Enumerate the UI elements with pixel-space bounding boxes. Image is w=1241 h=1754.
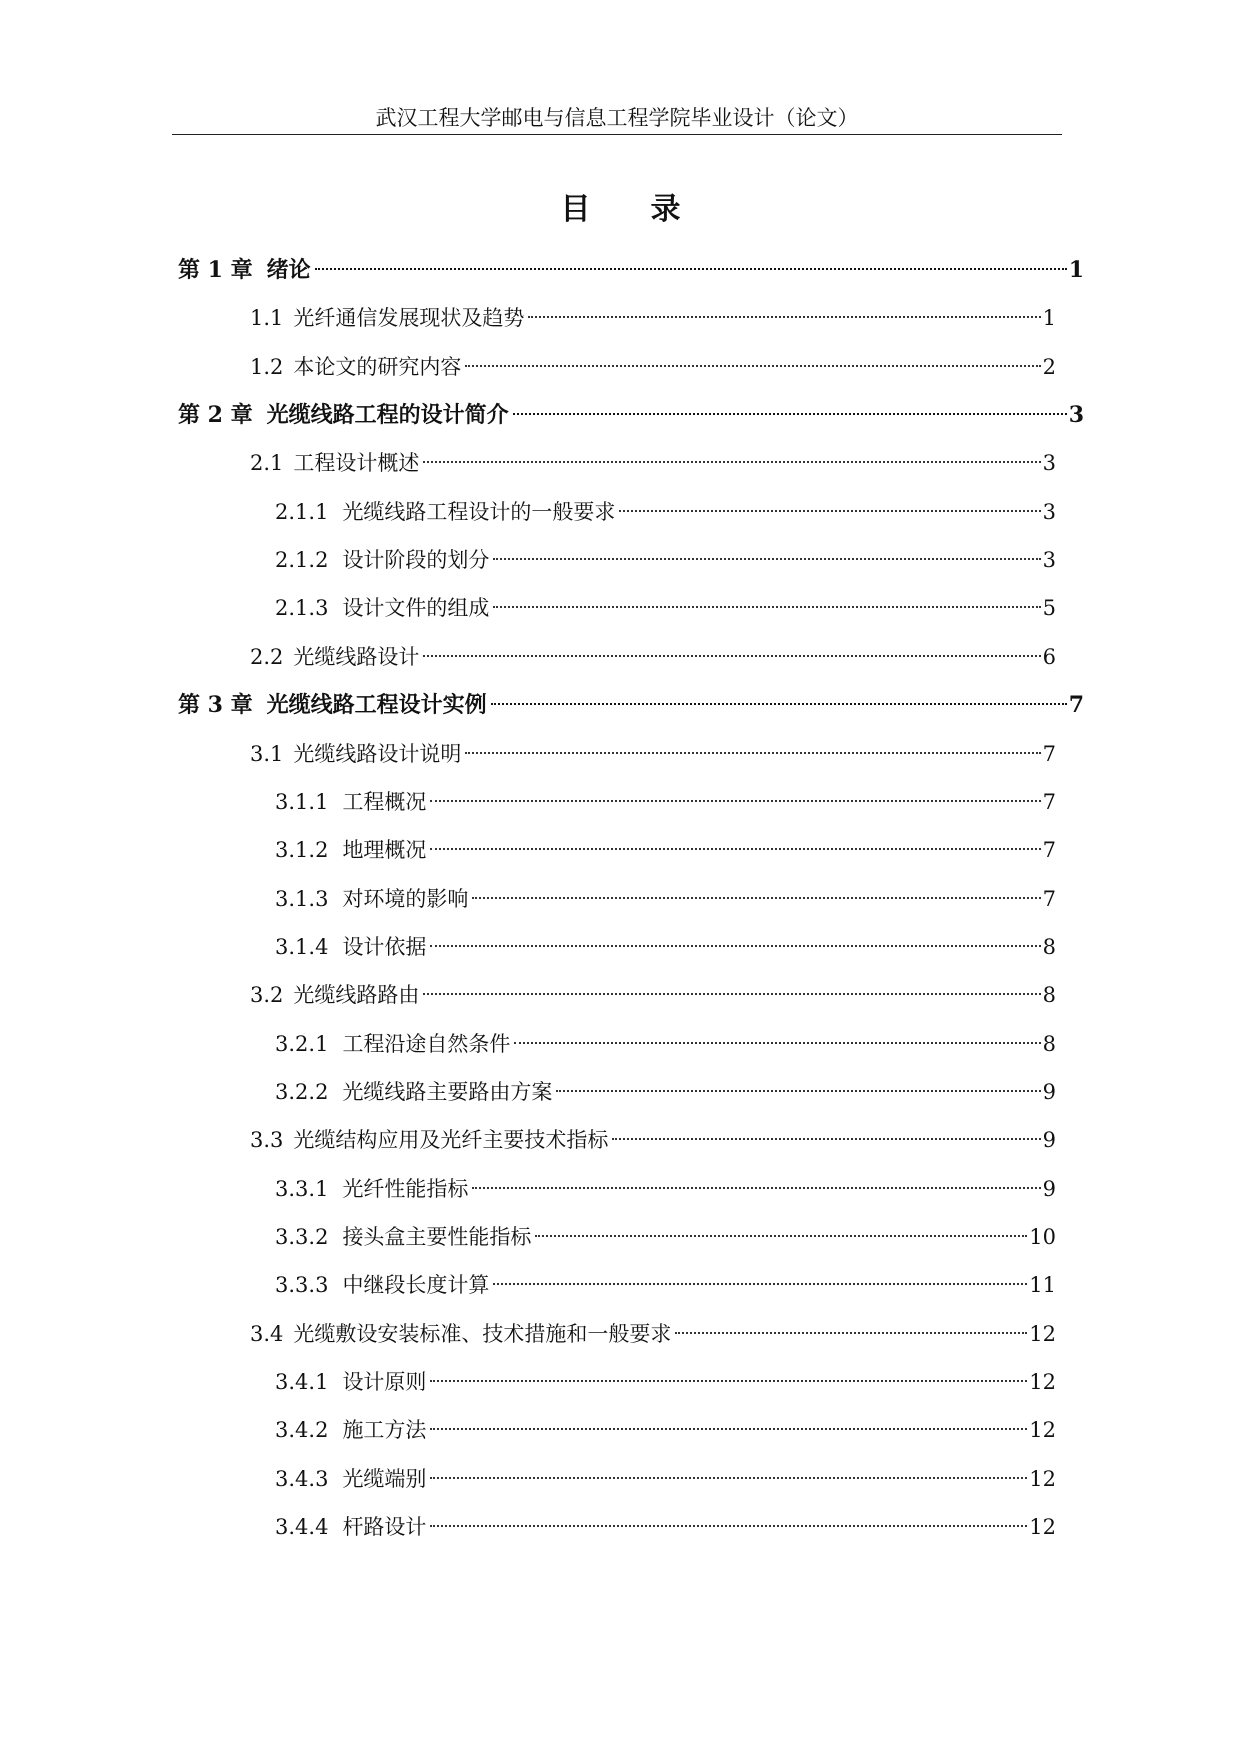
- toc-entry-page-number: 12: [1029, 1466, 1056, 1491]
- toc-section-entry[interactable]: [275, 1214, 1056, 1249]
- toc-entry-page-number: 5: [1042, 596, 1056, 621]
- toc-entry-number: 2.1: [250, 451, 284, 476]
- toc-section-entry[interactable]: [275, 1504, 1056, 1540]
- toc-dot-leader: [535, 1214, 1027, 1244]
- toc-entry-number: 第 3 章: [178, 692, 253, 719]
- toc-entry-title: 绪论: [266, 257, 311, 283]
- toc-entry-title: 光缆线路工程设计实例: [266, 692, 487, 719]
- toc-entry-title: 地理概况: [342, 838, 427, 863]
- toc-entry-page-number: 3: [1042, 499, 1056, 524]
- toc-section-entry[interactable]: [250, 731, 1056, 766]
- toc-entry-number: 3.2.2: [275, 1079, 329, 1104]
- toc-dot-leader: [493, 585, 1040, 615]
- toc-entry-number: 3.2: [250, 983, 284, 1008]
- toc-entry-page-number: 8: [1042, 934, 1056, 959]
- toc-section-entry[interactable]: [250, 1311, 1056, 1346]
- toc-entry-page-number: 7: [1042, 741, 1056, 766]
- toc-entry-page-number: 12: [1029, 1370, 1056, 1395]
- toc-entry-number: 3.1.2: [275, 838, 329, 863]
- toc-entry-title: 接头盒主要性能指标: [342, 1225, 532, 1249]
- toc-section-entry[interactable]: [275, 1359, 1056, 1395]
- toc-entry-title: 光缆线路设计: [293, 644, 420, 669]
- toc-dot-leader: [430, 779, 1040, 809]
- toc-section-entry[interactable]: [275, 1166, 1056, 1201]
- toc-chapter-entry[interactable]: [178, 682, 1084, 719]
- toc-section-entry[interactable]: [250, 972, 1056, 1008]
- toc-dot-leader: [528, 295, 1040, 325]
- toc-entry-number: 1.1: [250, 306, 284, 331]
- toc-section-entry[interactable]: [275, 489, 1056, 524]
- toc-entry-page-number: 7: [1042, 838, 1056, 863]
- toc-dot-leader: [675, 1311, 1027, 1341]
- toc-entry-page-number: 12: [1029, 1321, 1056, 1346]
- toc-entry-number: 3.1: [250, 741, 284, 766]
- toc-entry-number: 第 2 章: [178, 402, 253, 429]
- toc-dot-leader: [472, 1166, 1040, 1196]
- toc-section-entry[interactable]: [250, 440, 1056, 476]
- toc-dot-leader: [514, 1021, 1040, 1051]
- toc-entry-page-number: 8: [1042, 1031, 1056, 1056]
- toc-title: 目录: [560, 192, 741, 227]
- toc-section-entry[interactable]: [275, 827, 1056, 863]
- toc-entry-page-number: 10: [1029, 1225, 1056, 1249]
- toc-dot-leader: [430, 924, 1040, 954]
- toc-entry-number: 2.2: [250, 644, 284, 669]
- toc-entry-number: 3.4.2: [275, 1418, 329, 1443]
- toc-entry-title: 设计依据: [342, 934, 427, 959]
- toc-dot-leader: [430, 1456, 1027, 1486]
- toc-section-entry[interactable]: [275, 1407, 1056, 1443]
- toc-entry-number: 1.2: [250, 354, 284, 379]
- toc-entry-page-number: 7: [1068, 692, 1084, 719]
- toc-entry-page-number: 3: [1042, 548, 1056, 573]
- toc-section-entry[interactable]: [275, 1262, 1056, 1298]
- toc-entry-title: 对环境的影响: [342, 886, 469, 911]
- toc-section-entry[interactable]: [275, 1069, 1056, 1104]
- toc-entry-page-number: 9: [1042, 1176, 1056, 1201]
- toc-entry-page-number: 12: [1029, 1515, 1056, 1540]
- toc-dot-leader: [430, 1359, 1027, 1389]
- toc-section-entry[interactable]: [250, 295, 1056, 331]
- toc-entry-page-number: 6: [1042, 644, 1056, 669]
- toc-entry-page-number: 3: [1068, 402, 1084, 429]
- toc-entry-number: 2.1.1: [275, 499, 329, 524]
- toc-entry-number: 3.3.1: [275, 1176, 329, 1201]
- toc-dot-leader: [556, 1069, 1040, 1099]
- toc-dot-leader: [465, 344, 1040, 374]
- toc-entry-page-number: 1: [1068, 257, 1084, 283]
- toc-entry-number: 3.4: [250, 1321, 284, 1346]
- toc-entry-number: 2.1.2: [275, 548, 329, 573]
- toc-dot-leader: [423, 440, 1040, 470]
- toc-section-entry[interactable]: [250, 344, 1056, 379]
- toc-entry-number: 3.3.3: [275, 1273, 329, 1298]
- toc-section-entry[interactable]: [250, 634, 1056, 669]
- toc-entry-title: 光缆线路设计说明: [293, 741, 462, 766]
- toc-section-entry[interactable]: [275, 1021, 1056, 1056]
- toc-entry-title: 工程概况: [342, 789, 427, 814]
- toc-entry-page-number: 1: [1042, 306, 1056, 331]
- toc-entry-title: 工程设计概述: [293, 451, 420, 476]
- toc-entry-page-number: 11: [1029, 1273, 1056, 1298]
- toc-entry-page-number: 12: [1029, 1418, 1056, 1443]
- toc-section-entry[interactable]: [275, 924, 1056, 959]
- toc-entry-number: 3.1.1: [275, 789, 329, 814]
- toc-entry-title: 设计文件的组成: [342, 596, 490, 621]
- toc-section-entry[interactable]: [275, 585, 1056, 621]
- toc-entry-title: 光缆端别: [342, 1466, 427, 1491]
- toc-entry-page-number: 2: [1042, 354, 1056, 379]
- toc-entry-title: 光缆线路工程设计的一般要求: [342, 499, 616, 524]
- toc-section-entry[interactable]: [275, 876, 1056, 911]
- toc-chapter-entry[interactable]: [178, 392, 1084, 429]
- toc-entry-page-number: 8: [1042, 983, 1056, 1008]
- toc-entry-number: 3.3.2: [275, 1225, 329, 1249]
- toc-entry-title: 中继段长度计算: [342, 1273, 490, 1298]
- toc-dot-leader: [612, 1117, 1040, 1147]
- toc-entry-number: 3.2.1: [275, 1031, 329, 1056]
- toc-entry-title: 光缆敷设安装标准、技术措施和一般要求: [293, 1321, 672, 1346]
- toc-entry-number: 3.3: [250, 1128, 284, 1153]
- toc-dot-leader: [513, 392, 1067, 422]
- toc-entry-page-number: 7: [1042, 886, 1056, 911]
- toc-dot-leader: [423, 972, 1040, 1002]
- toc-entry-number: 第 1 章: [178, 257, 253, 283]
- toc-section-entry[interactable]: [275, 537, 1056, 573]
- toc-entry-number: 3.1.4: [275, 934, 329, 959]
- toc-dot-leader: [491, 682, 1067, 712]
- toc-dot-leader: [430, 1407, 1027, 1437]
- toc-entry-title: 光纤性能指标: [342, 1176, 469, 1201]
- toc-entry-number: 3.4.4: [275, 1515, 329, 1540]
- toc-entry-number: 3.1.3: [275, 886, 329, 911]
- toc-entry-title: 设计原则: [342, 1370, 427, 1395]
- toc-chapter-entry[interactable]: [178, 247, 1084, 283]
- toc-entry-title: 光缆线路主要路由方案: [342, 1079, 553, 1104]
- toc-entry-title: 光纤通信发展现状及趋势: [293, 306, 525, 331]
- toc-entry-page-number: 7: [1042, 789, 1056, 814]
- toc-dot-leader: [423, 634, 1040, 664]
- toc-entry-number: 3.4.1: [275, 1370, 329, 1395]
- toc-dot-leader: [430, 1504, 1027, 1534]
- toc-dot-leader: [315, 247, 1067, 277]
- toc-entry-title: 设计阶段的划分: [342, 548, 490, 573]
- toc-entry-page-number: 9: [1042, 1079, 1056, 1104]
- toc-dot-leader: [493, 1262, 1027, 1292]
- toc-dot-leader: [472, 876, 1040, 906]
- toc-entry-title: 施工方法: [342, 1418, 427, 1443]
- toc-entry-page-number: 3: [1042, 451, 1056, 476]
- toc-section-entry[interactable]: [250, 1117, 1056, 1153]
- toc-section-entry[interactable]: [275, 779, 1056, 814]
- page-header: 武汉工程大学邮电与信息工程学院毕业设计（论文）: [375, 106, 859, 130]
- toc-entry-title: 光缆线路路由: [293, 983, 420, 1008]
- toc-dot-leader: [465, 731, 1040, 761]
- toc-dot-leader: [430, 827, 1040, 857]
- toc-entry-page-number: 9: [1042, 1128, 1056, 1153]
- toc-entry-title: 光缆结构应用及光纤主要技术指标: [293, 1128, 609, 1153]
- toc-entry-title: 工程沿途自然条件: [342, 1031, 511, 1056]
- toc-section-entry[interactable]: [275, 1456, 1056, 1491]
- toc-dot-leader: [619, 489, 1040, 519]
- toc-entry-title: 本论文的研究内容: [293, 354, 462, 379]
- toc-dot-leader: [493, 537, 1040, 567]
- toc-entry-title: 杆路设计: [342, 1515, 427, 1540]
- toc-entry-number: 3.4.3: [275, 1466, 329, 1491]
- toc-entry-title: 光缆线路工程的设计简介: [266, 402, 509, 429]
- toc-entry-number: 2.1.3: [275, 596, 329, 621]
